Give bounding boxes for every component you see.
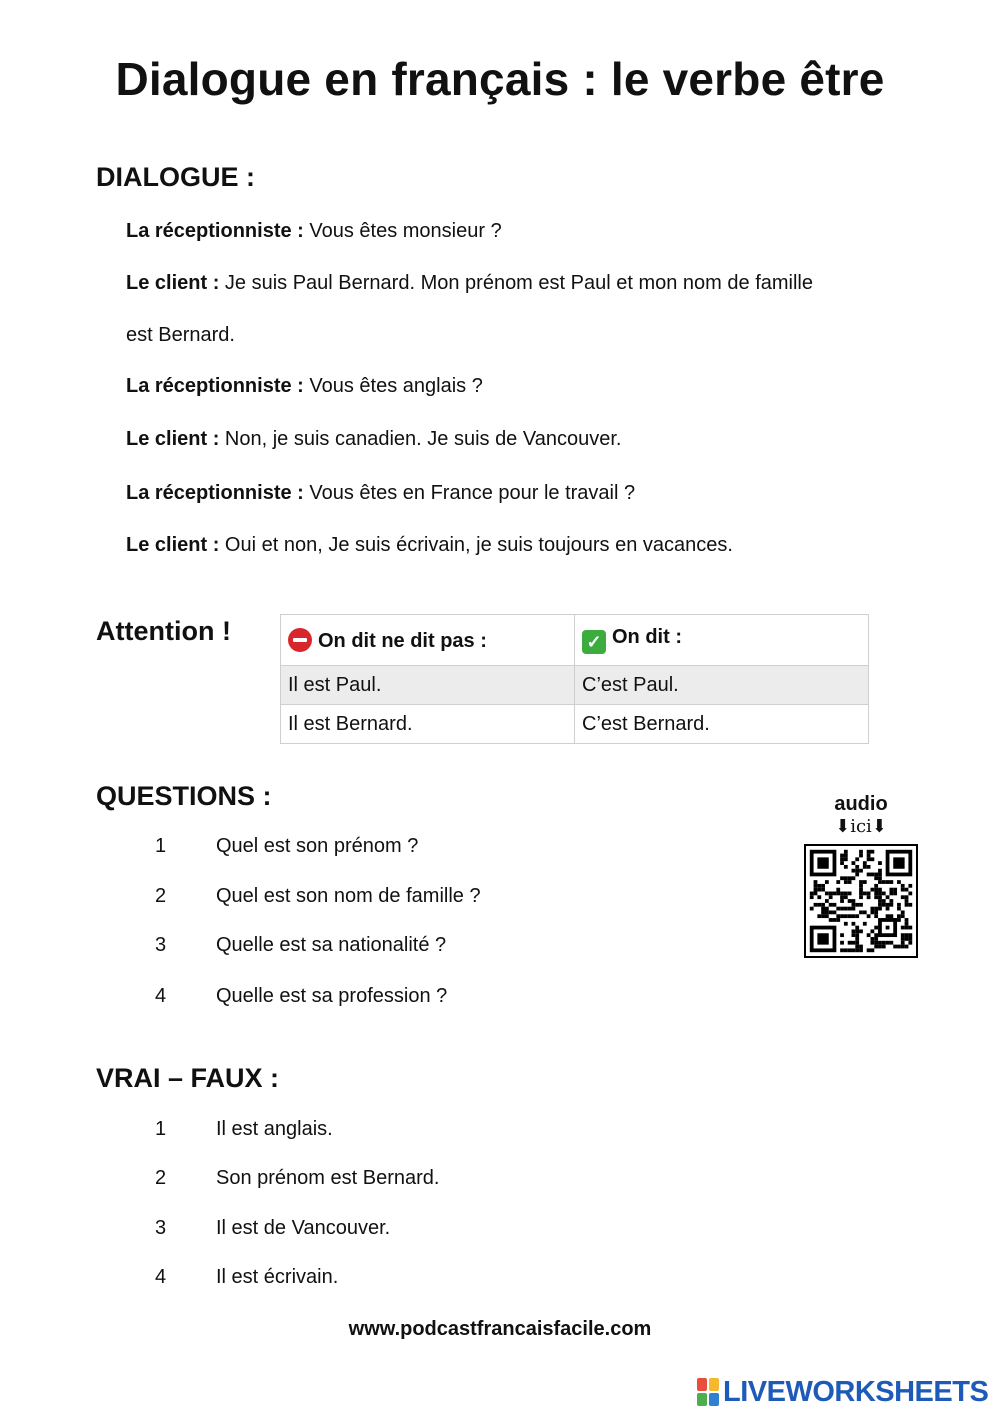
- cell-right: C’est Bernard.: [575, 705, 869, 744]
- liveworksheets-logo-icon: [697, 1378, 719, 1406]
- speaker: Le client :: [126, 534, 220, 556]
- qr-code-icon: [806, 846, 916, 956]
- speaker: La réceptionniste :: [126, 375, 304, 397]
- dialogue-heading: DIALOGUE :: [96, 162, 255, 192]
- line-text: Je suis Paul Bernard. Mon prénom est Paul et mon nom de famille: [219, 272, 813, 294]
- statement-text: Il est anglais.: [216, 1118, 333, 1140]
- line-text: Vous êtes en France pour le travail ?: [303, 482, 636, 504]
- check-mark-icon: ✓: [582, 630, 606, 654]
- header-wrong: [281, 615, 575, 666]
- line-text: Vous êtes monsieur ?: [303, 220, 502, 242]
- statement-text: Il est de Vancouver.: [216, 1217, 391, 1239]
- no-entry-icon: [288, 628, 312, 652]
- question-number: 2: [155, 885, 167, 907]
- line-text: Non, je suis canadien. Je suis de Vancouver.: [219, 428, 622, 450]
- line-text: est Bernard.: [126, 324, 235, 346]
- line-text: Vous êtes anglais ?: [303, 375, 483, 397]
- header-right-label: On dit :: [612, 626, 682, 648]
- question-number: 3: [155, 934, 167, 956]
- attention-table: [280, 614, 869, 744]
- audio-label: audio: [834, 793, 888, 815]
- dialogue-line: [126, 272, 813, 295]
- speaker: Le client :: [126, 428, 220, 450]
- dialogue-line: [126, 534, 733, 557]
- cell-wrong: Il est Bernard.: [281, 705, 575, 744]
- audio-qr-code[interactable]: [804, 844, 918, 958]
- question-number: 4: [155, 985, 167, 1007]
- table-header-row: [281, 615, 869, 666]
- page-title: Dialogue en français : le verbe être: [115, 53, 885, 105]
- header-wrong-label: On dit ne dit pas :: [318, 629, 487, 652]
- statement-number: 2: [155, 1167, 167, 1189]
- header-right: [575, 615, 869, 666]
- statement-text: Il est écrivain.: [216, 1266, 339, 1288]
- statement-number: 4: [155, 1266, 167, 1288]
- attention-heading: Attention !: [96, 616, 231, 646]
- speaker: Le client :: [126, 272, 220, 294]
- vrai-faux-heading: VRAI – FAUX :: [96, 1063, 280, 1093]
- questions-heading: QUESTIONS :: [96, 781, 272, 811]
- liveworksheets-watermark: [697, 1376, 988, 1408]
- audio-arrows: ⬇ici⬇: [835, 816, 887, 837]
- question-text: Quel est son nom de famille ?: [216, 885, 481, 907]
- dialogue-line: [126, 220, 502, 243]
- table-row: [281, 705, 869, 744]
- question-text: Quelle est sa profession ?: [216, 985, 448, 1007]
- dialogue-line: [126, 428, 621, 451]
- dialogue-line: [126, 482, 635, 505]
- cell-right: C’est Paul.: [575, 666, 869, 705]
- dialogue-line: [126, 324, 235, 347]
- statement-number: 1: [155, 1118, 167, 1140]
- speaker: La réceptionniste :: [126, 482, 304, 504]
- speaker: La réceptionniste :: [126, 220, 304, 242]
- footer-url[interactable]: www.podcastfrancaisfacile.com: [348, 1318, 652, 1340]
- statement-number: 3: [155, 1217, 167, 1239]
- cell-wrong: Il est Paul.: [281, 666, 575, 705]
- line-text: Oui et non, Je suis écrivain, je suis toujours en vacances.: [219, 534, 733, 556]
- question-text: Quel est son prénom ?: [216, 835, 419, 857]
- dialogue-line: [126, 375, 483, 398]
- watermark-text: LIVEWORKSHEETS: [723, 1375, 989, 1408]
- question-number: 1: [155, 835, 167, 857]
- statement-text: Son prénom est Bernard.: [216, 1167, 440, 1189]
- table-row: [281, 666, 869, 705]
- question-text: Quelle est sa nationalité ?: [216, 934, 447, 956]
